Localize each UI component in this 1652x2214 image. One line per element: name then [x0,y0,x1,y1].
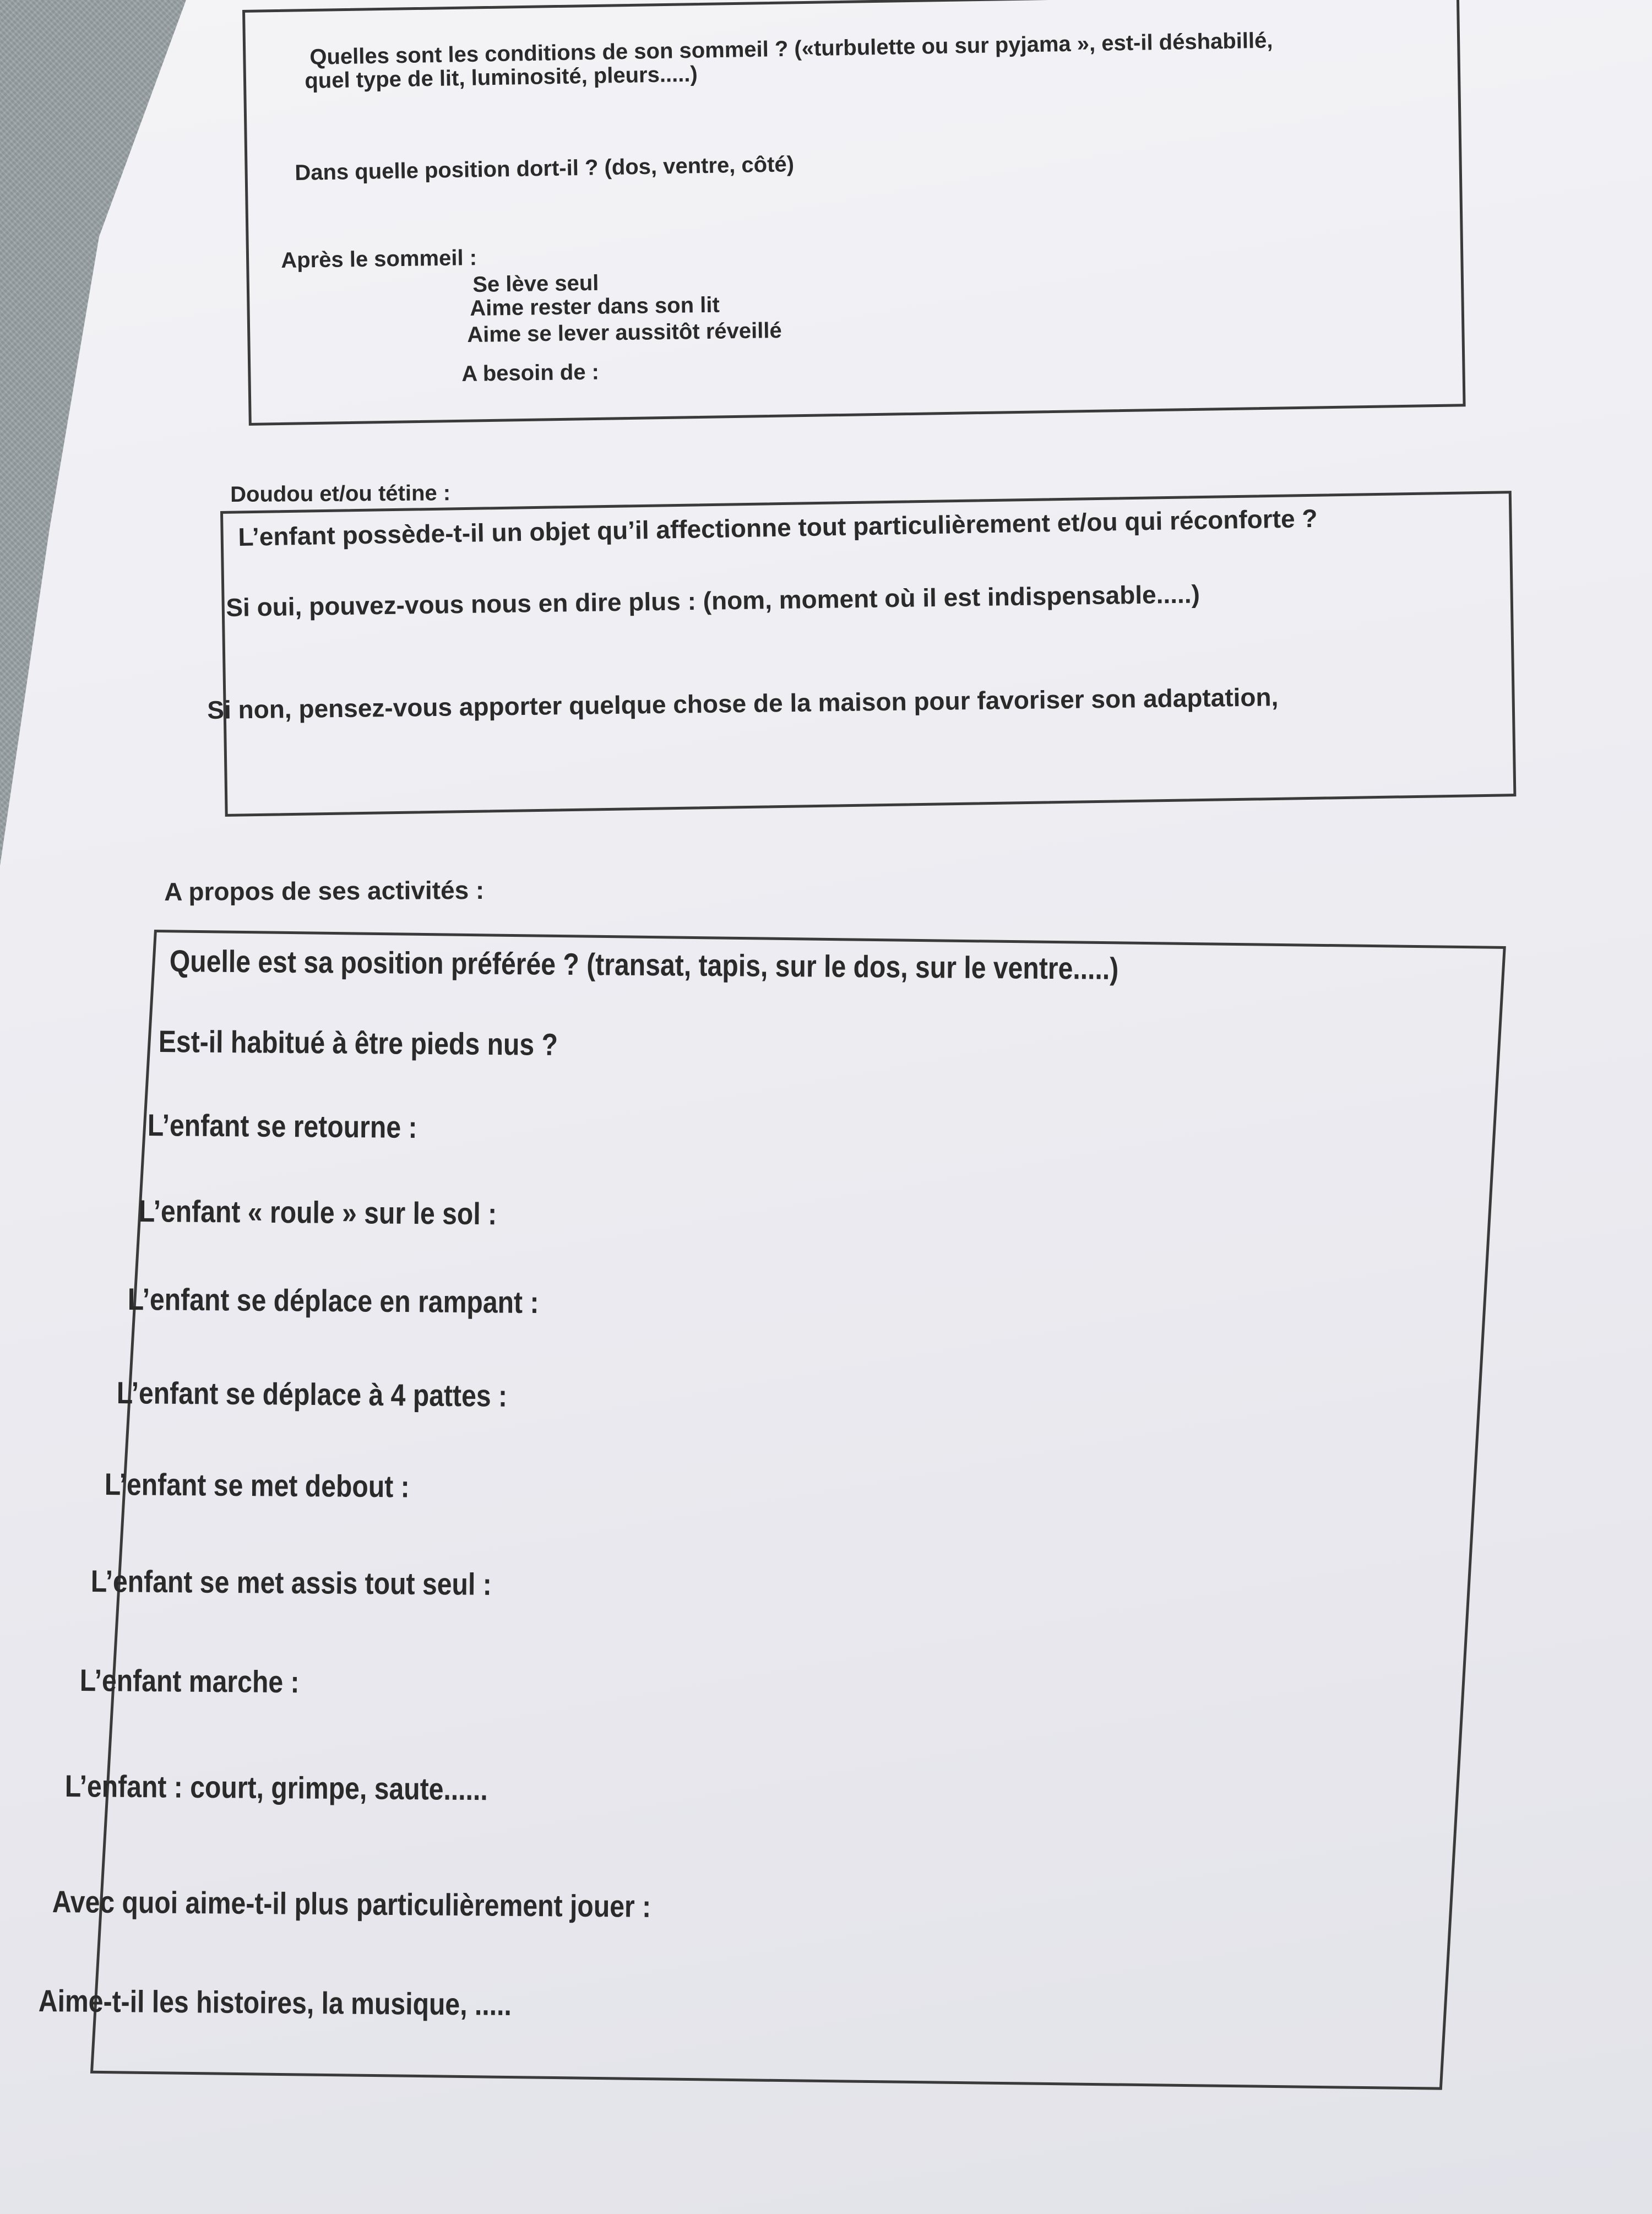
activity-question-3: L’enfant se retourne : [147,1108,417,1144]
sleep-conditions-question-line2: quel type de lit, luminosité, pleurs.....) [305,62,698,93]
activities-heading: A propos de ses activités : [164,875,485,906]
after-sleep-option-1: Se lève seul [472,270,599,297]
sleep-conditions-question-line1: Quelles sont les conditions de son sommeil ? («turbulette ou sur pyjama », est-il déshabillé, [309,28,1273,69]
activity-question-12: Aime-t-il les histoires, la musique, ..... [38,1983,512,2022]
activity-question-4: L’enfant « roule » sur le sol : [138,1193,497,1231]
activity-question-10: L’enfant : court, grimpe, saute...... [64,1768,488,1807]
activity-question-11: Avec quoi aime-t-il plus particulièrement jouer : [52,1884,651,1924]
activity-question-2: Est-il habitué à être pieds nus ? [158,1024,558,1062]
after-sleep-option-2: Aime rester dans son lit [470,292,720,321]
after-sleep-label: Après le sommeil : [281,246,477,273]
doudou-object-question: L’enfant possède-t-il un objet qu’il affectionne tout particulièrement et/ou qui réconforte ? [238,503,1318,551]
activity-question-6: L’enfant se déplace à 4 pattes : [116,1375,508,1413]
activity-question-7: L’enfant se met debout : [104,1467,410,1504]
activity-question-5: L’enfant se déplace en rampant : [127,1282,539,1320]
activity-question-9: L’enfant marche : [79,1663,300,1700]
activity-question-1: Quelle est sa position préférée ? (transat, tapis, sur le dos, sur le ventre.....) [169,943,1119,986]
after-sleep-option-4: A besoin de : [461,360,600,386]
after-sleep-option-3: Aime se lever aussitôt réveillé [467,318,782,347]
sleep-position-question: Dans quelle position dort-il ? (dos, ventre, côté) [295,152,795,185]
doudou-heading: Doudou et/ou tétine : [230,481,451,507]
doudou-if-yes-question: Si oui, pouvez-vous nous en dire plus : (nom, moment où il est indispensable.....) [226,579,1200,622]
activity-question-8: L’enfant se met assis tout seul : [90,1564,492,1602]
doudou-if-no-question: Si non, pensez-vous apporter quelque chose de la maison pour favoriser son adaptation, [207,682,1279,724]
